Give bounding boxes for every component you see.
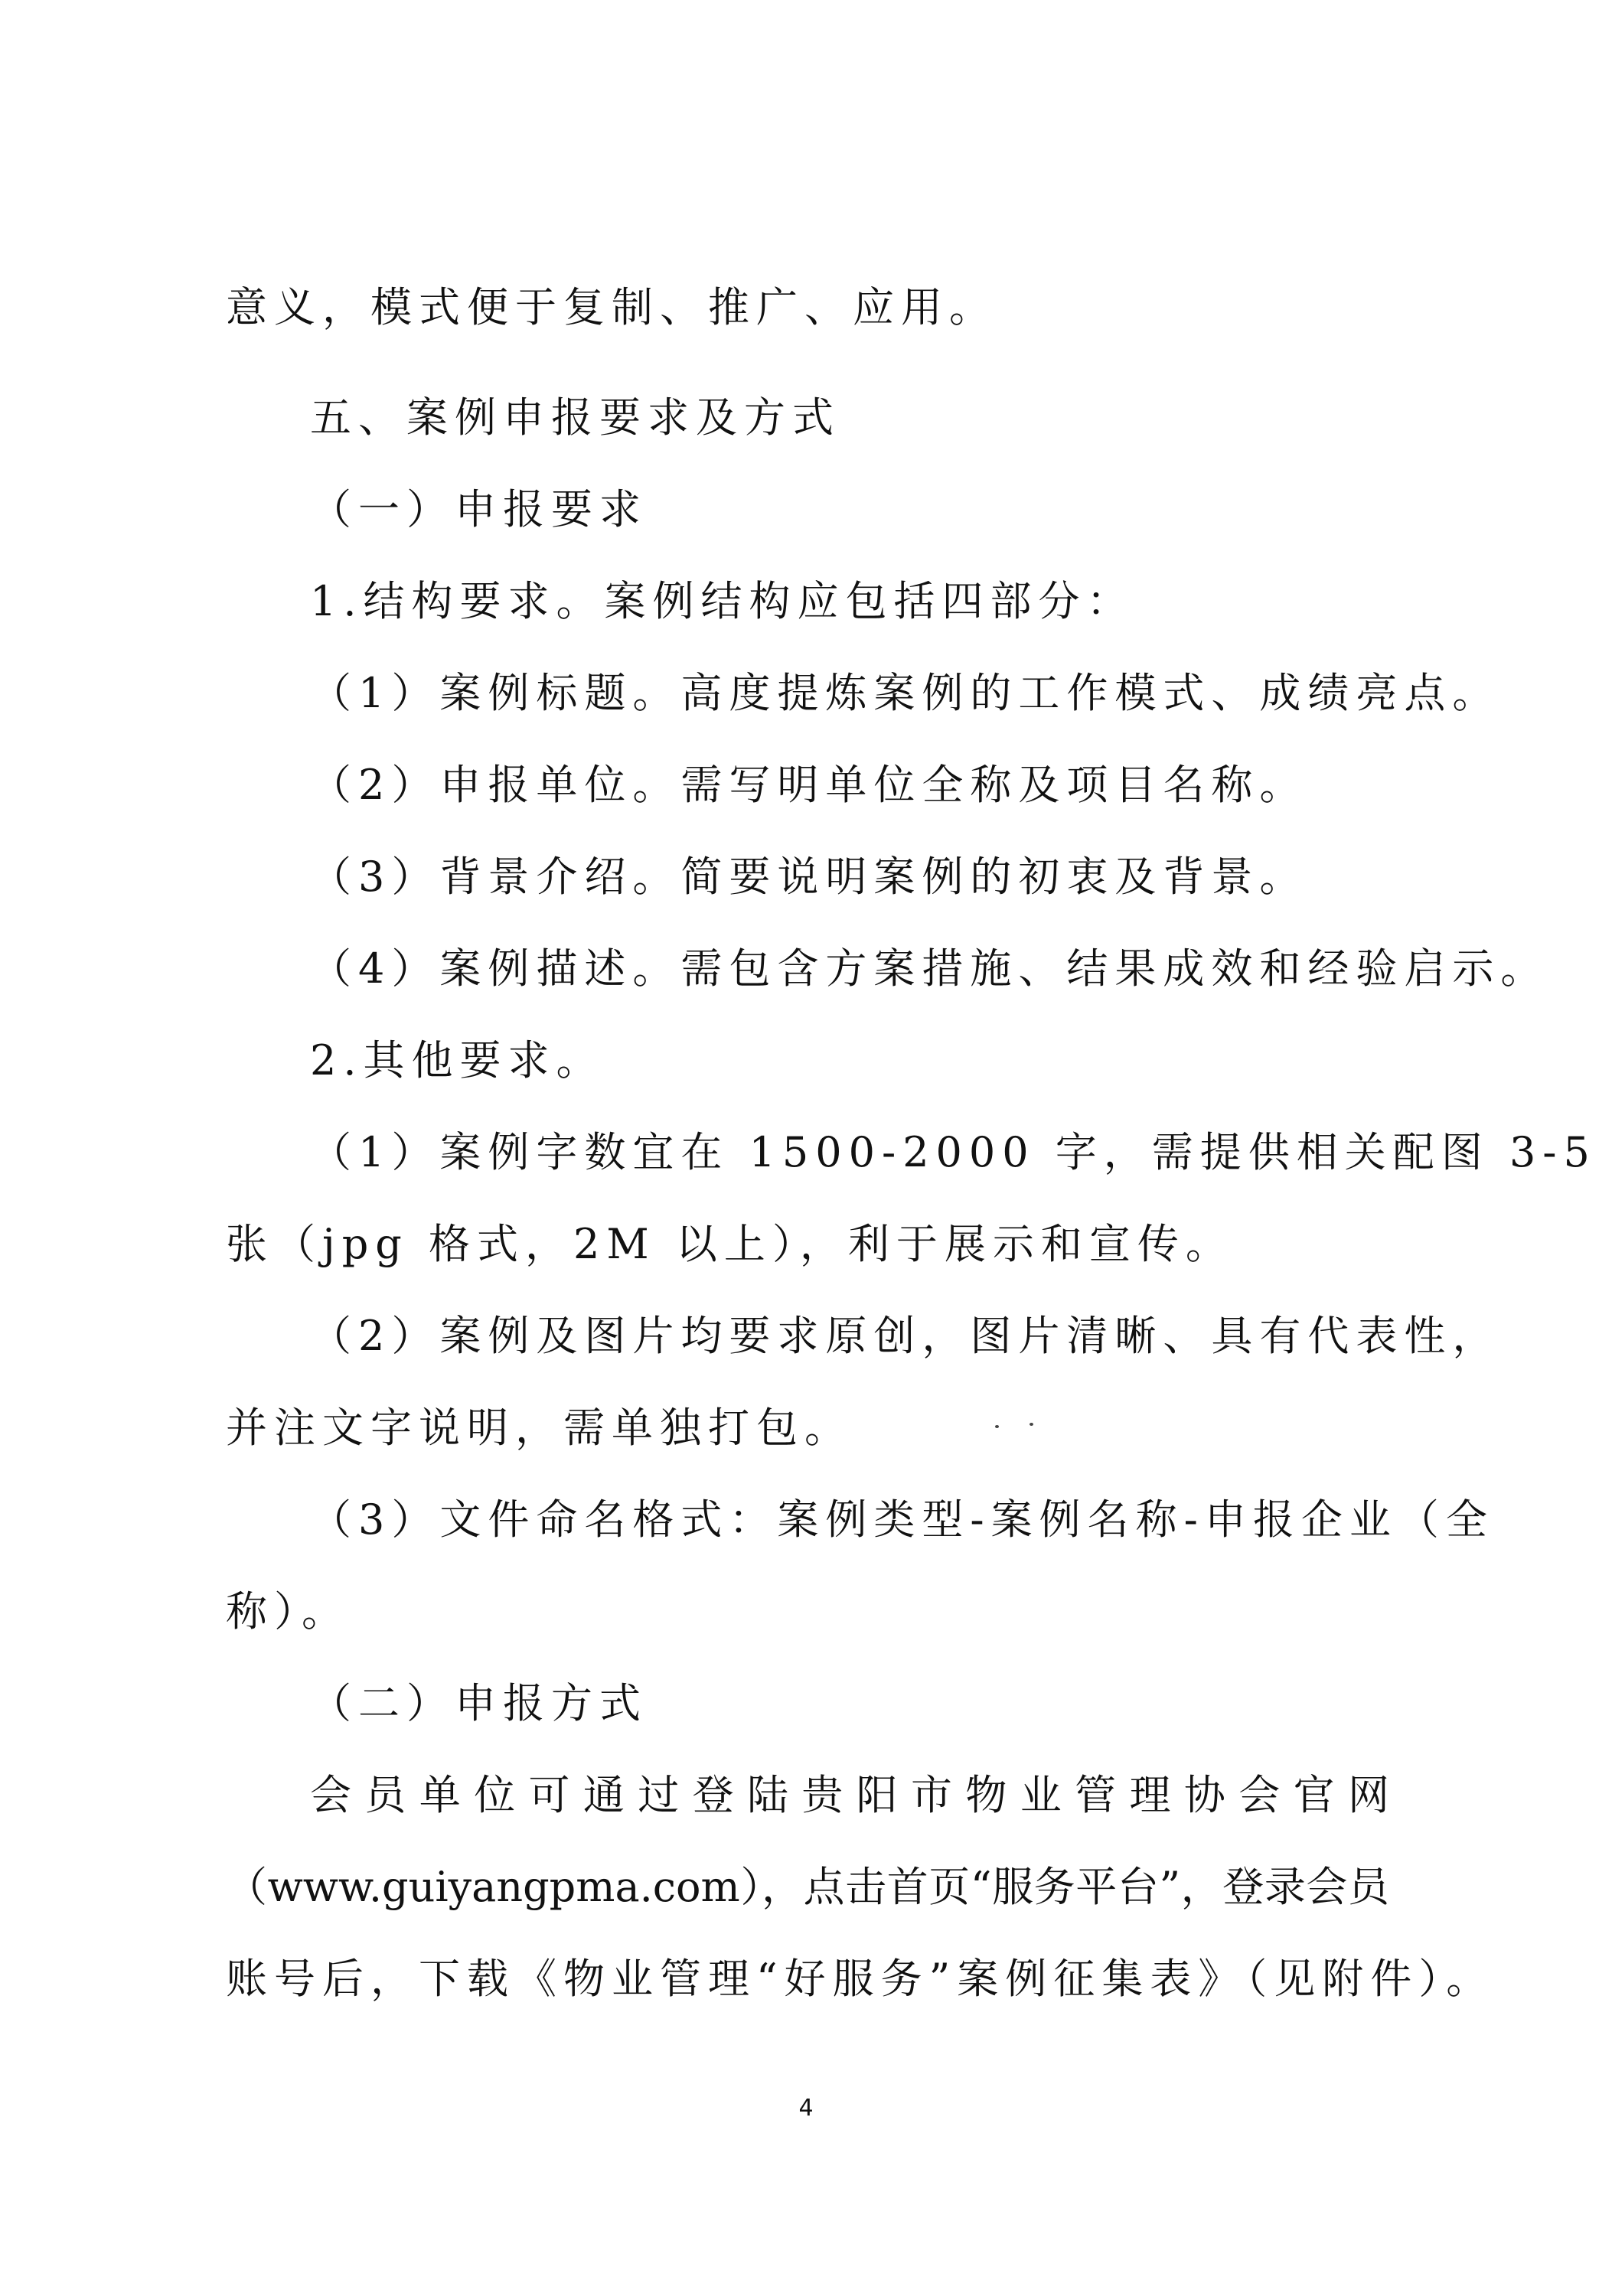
subsection-heading: （二）申报方式: [310, 1679, 648, 1727]
requirement-item-continuation: 张（jpg 格式，2M 以上），利于展示和宣传。: [226, 1220, 1234, 1268]
submission-method-text: 账号后，下载《物业管理“好服务”案例征集表》（见附件）。: [226, 1955, 1495, 2003]
page-number: 4: [798, 2095, 814, 2122]
scan-speck: [1030, 1423, 1033, 1426]
subsection-heading: （一）申报要求: [310, 485, 648, 533]
requirement-item-continuation: 称）。: [226, 1587, 350, 1636]
requirement-item: （4）案例描述。需包含方案措施、结果成效和经验启示。: [310, 944, 1549, 993]
submission-method-text: 会员单位可通过登陆贵阳市物业管理协会官网: [310, 1771, 1389, 1819]
requirement-item-continuation: 并注文字说明，需单独打包。: [226, 1404, 853, 1452]
requirement-item: （2）申报单位。需写明单位全称及项目名称。: [310, 761, 1308, 809]
section-heading: 五、案例申报要求及方式: [310, 393, 840, 442]
submission-method-text: （www.guiyangpma.com），点击首页“服务平台”，登录会员: [226, 1863, 1389, 1911]
requirement-item: （3）背景介绍。简要说明案例的初衷及背景。: [310, 853, 1308, 901]
scan-speck: [995, 1425, 999, 1428]
requirement-item: （2）案例及图片均要求原创，图片清晰、具有代表性，: [310, 1312, 1501, 1360]
other-requirements-heading: 2.其他要求。: [310, 1036, 605, 1084]
requirement-item: （1）案例标题。高度提炼案例的工作模式、成绩亮点。: [310, 669, 1501, 717]
structure-requirement: 1.结构要求。案例结构应包括四部分：: [310, 577, 1135, 625]
requirement-item: （1）案例字数宜在 1500-2000 字，需提供相关配图 3-5: [310, 1128, 1597, 1176]
paragraph-continuation: 意义，模式便于复制、推广、应用。: [226, 283, 997, 331]
requirement-item: （3）文件命名格式：案例类型-案例名称-申报企业（全: [310, 1495, 1494, 1544]
